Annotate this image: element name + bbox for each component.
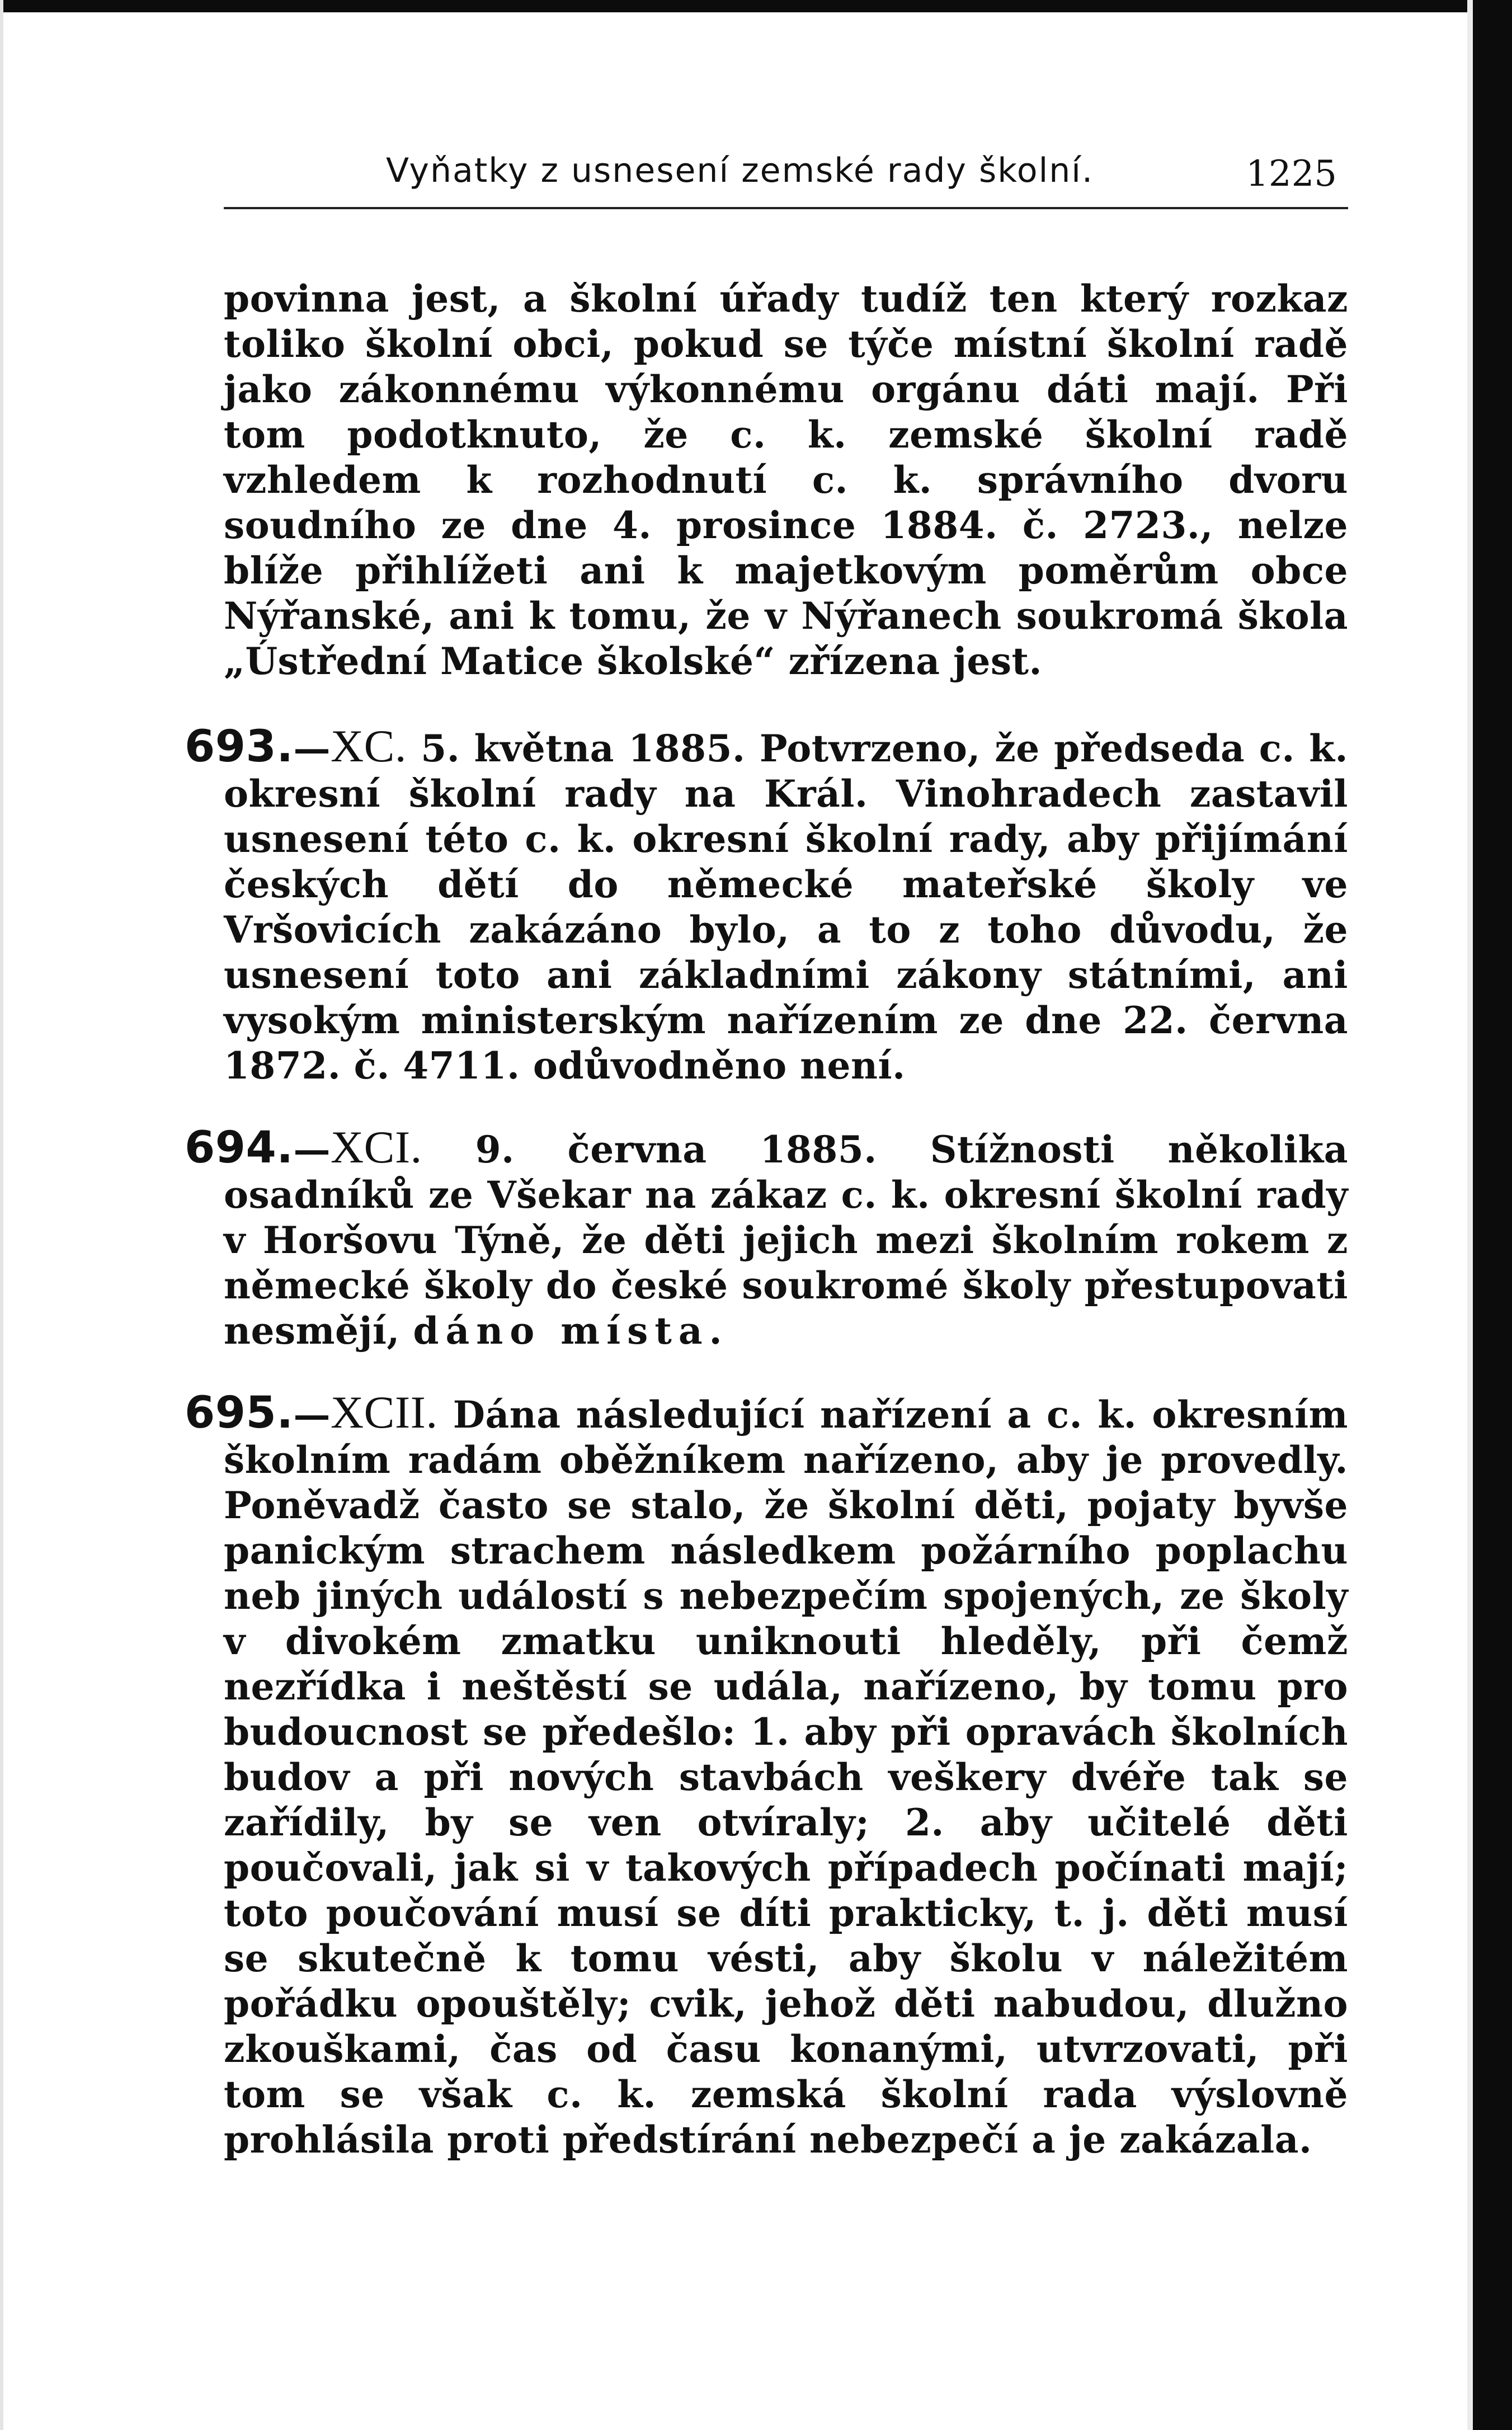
entry-text: Dána následující nařízení a c. k. okresním školním radám oběžníkem nařízeno, aby je provedly. Poněvadž často se stalo, že školní děti, pojaty byvše panickým strachem následkem požárního poplachu neb jiných událostí s nebezpečím spojených, ze školy v divokém zmatku uniknouti hleděly, při čemž nezřídka i neštěstí se udála, nařízeno, by tomu pro budoucnost se předešlo: 1. aby při opravách školních budov a při nových stavbách veškery dvéře tak se zařídily, by se ven otvíraly; 2. aby učitelé děti poučovali, jak si v takových případech počínati mají; toto poučování musí se díti prakticky, t. j. děti musí se skutečně k tomu vésti, aby školu v náležitém pořádku opouštěly; cvik, jehož děti nabudou, dlužno zkouškami, čas od času konanými, utvrzovati, při tom se však c. k. zemská školní rada výslovně prohlásila proti předstírání nebezpečí a je zakázala.: [224, 1393, 1348, 2161]
scan-border-top: [0, 0, 1512, 12]
entry-dash: —: [293, 727, 331, 770]
entry-dash: —: [293, 1128, 331, 1171]
entry-693: [185, 720, 1348, 1089]
entry-dash: —: [293, 1393, 331, 1437]
running-title: Vyňatky z usnesení zemské rady školní.: [386, 151, 1094, 190]
scan-border-shadow: [1467, 0, 1473, 2430]
page-body: [185, 276, 1348, 2163]
scan-border-right: [1473, 0, 1512, 2430]
entry-number: 694.: [185, 1123, 294, 1173]
entry-text-spaced: dáno místa.: [413, 1309, 729, 1353]
entry-roman-numeral: XC.: [330, 720, 407, 771]
entry-roman-numeral: XCI.: [330, 1122, 422, 1172]
page-number: 1225: [1246, 153, 1337, 195]
book-page: [185, 145, 1348, 2377]
entry-695: [185, 1387, 1348, 2163]
entry-roman-numeral: XCII.: [330, 1387, 438, 1438]
entry-text: 5. května 1885. Potvrzeno, že předseda c. k. okresní školní rady na Král. Vinohradech zastavil usnesení této c. k. okresní školní rady, aby přijímání českých dětí do německé mateřské školy ve Vršovicích zakázáno bylo, a to z toho důvodu, že usnesení toto ani základními zákony státními, ani vysokým ministerským nařízením ze dne 22. června 1872. č. 4711. odůvodněno není.: [224, 727, 1348, 1087]
entry-number: 693.: [185, 722, 294, 772]
entry-694: [185, 1122, 1348, 1354]
running-header: [224, 145, 1348, 209]
continuation-paragraph: povinna jest, a školní úřady tudíž ten který rozkaz toliko školní obci, pokud se týče místní školní radě jako zákonnému výkonnému orgánu dáti mají. Při tom podotknuto, že c. k. zemské školní radě vzhledem k rozhodnutí c. k. správního dvoru soudního ze dne 4. prosince 1884. č. 2723., nelze blíže přihlížeti ani k majetkovým poměrům obce Nýřanské, ani k tomu, že v Nýřanech soukromá škola „Ústřední Matice školské“ zřízena jest.: [224, 277, 1348, 683]
scan-border-left: [0, 0, 3, 2430]
entry-text: 9. června 1885. Stížnosti několika osadníků ze Všekar na zákaz c. k. okresní školní rady v Horšovu Týně, že děti jejich mezi školním rokem z německé školy do české soukromé školy přestupovati nesmějí,: [224, 1128, 1348, 1353]
entry-number: 695.: [185, 1388, 294, 1438]
